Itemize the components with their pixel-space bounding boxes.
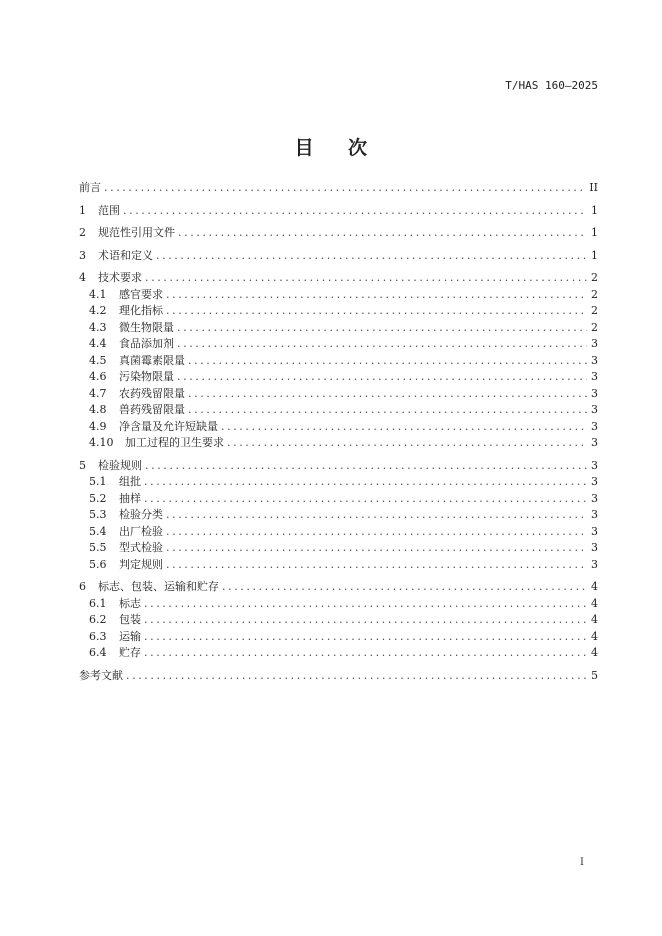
toc-entry-number: 6.4 (89, 646, 107, 659)
toc-entry-number: 3 (79, 248, 86, 262)
toc-entry-page: 4 (591, 613, 598, 626)
toc-entry-label: 范围 (98, 203, 120, 217)
toc-entry-page: 3 (591, 386, 598, 400)
toc-entry-number: 5.1 (89, 475, 107, 488)
toc-entry-page: 3 (591, 541, 598, 554)
toc-entry-6-1[interactable] (79, 596, 598, 613)
toc-entry-number: 4.4 (89, 337, 107, 350)
toc-leader-dots (156, 248, 587, 265)
toc-entry-page: 1 (591, 226, 598, 239)
toc-leader-dots (188, 353, 587, 370)
toc-entry-number: 4.10 (89, 436, 114, 449)
toc-leader-dots (145, 458, 587, 475)
toc-entry-label: 微生物限量 (119, 320, 174, 334)
toc-entry-label: 判定规则 (119, 557, 163, 571)
toc-entry-page: 3 (591, 419, 598, 433)
toc-entry-4-10[interactable] (79, 435, 598, 452)
toc-entry-page: 2 (591, 271, 598, 284)
toc-leader-dots (144, 474, 587, 491)
toc-leader-dots (126, 668, 587, 685)
toc-leader-dots (104, 180, 586, 197)
toc-entry-5-4[interactable] (79, 524, 598, 541)
toc-entry-4[interactable] (79, 270, 598, 287)
toc-leader-dots (166, 557, 587, 574)
toc-entry-page: 3 (591, 475, 598, 488)
toc-entry-5-3[interactable] (79, 507, 598, 524)
toc-entry-4-3[interactable] (79, 320, 598, 337)
toc-entry-4-5[interactable] (79, 353, 598, 370)
toc-leader-dots (221, 419, 587, 436)
toc-entry-label: 包装 (119, 613, 141, 626)
toc-entry-4-9[interactable] (79, 419, 598, 436)
toc-entry-label: 检验分类 (119, 508, 163, 521)
toc-entry-label: 抽样 (119, 491, 141, 505)
toc-entry-label: 出厂检验 (119, 524, 163, 538)
toc-entry-number: 4 (79, 271, 86, 284)
toc-leader-dots (177, 336, 587, 353)
toc-entry-label: 标志、包装、运输和贮存 (98, 580, 219, 593)
toc-leader-dots (144, 612, 587, 629)
toc-entry-6-4[interactable] (79, 645, 598, 662)
toc-entry-label: 标志 (119, 596, 141, 610)
toc-entry-page: 3 (591, 458, 598, 472)
toc-entry-references[interactable] (79, 668, 598, 685)
toc-entry-label: 规范性引用文件 (98, 226, 175, 239)
toc-leader-dots (166, 540, 587, 557)
toc-entry-label: 前言 (79, 181, 101, 194)
toc-entry-label: 污染物限量 (119, 370, 174, 383)
toc-entry-6-2[interactable] (79, 612, 598, 629)
toc-entry-number: 5 (79, 458, 86, 472)
title-part-2: 次 (348, 137, 368, 159)
page-number: I (580, 857, 584, 868)
toc-entry-page: 2 (591, 287, 598, 301)
toc-entry-number: 4.3 (89, 320, 107, 334)
toc-entry-4-6[interactable] (79, 369, 598, 386)
toc-leader-dots (222, 579, 587, 596)
toc-entry-label: 农药残留限量 (119, 386, 185, 400)
toc-entry-number: 4.1 (89, 287, 107, 301)
toc-entry-page: 4 (591, 629, 598, 643)
document-code: T/HAS 160—2025 (505, 79, 598, 92)
toc-leader-dots (166, 507, 587, 524)
toc-entry-number: 4.7 (89, 386, 107, 400)
toc-entry-4-1[interactable] (79, 287, 598, 304)
toc-entry-label: 技术要求 (98, 271, 142, 284)
toc-entry-number: 6.3 (89, 629, 107, 643)
toc-entry-label: 组批 (119, 475, 141, 488)
toc-leader-dots (123, 203, 587, 220)
toc-entry-label: 型式检验 (119, 541, 163, 554)
toc-leader-dots (177, 320, 587, 337)
toc-entry-page: 3 (591, 403, 598, 416)
toc-entry-number: 6.1 (89, 596, 107, 610)
toc-entry-number: 5.5 (89, 541, 107, 554)
toc-entry-page: 1 (591, 248, 598, 262)
toc-entry-number: 2 (79, 226, 86, 239)
toc-entry-page: 3 (591, 508, 598, 521)
toc-entry-foreword[interactable] (79, 180, 598, 197)
toc-entry-label: 理化指标 (119, 304, 163, 317)
toc-entry-label: 术语和定义 (98, 248, 153, 262)
toc-entry-number: 4.9 (89, 419, 107, 433)
toc-entry-5[interactable] (79, 458, 598, 475)
toc-leader-dots (145, 270, 587, 287)
toc-entry-5-6[interactable] (79, 557, 598, 574)
toc-leader-dots (178, 225, 587, 242)
toc-entry-number: 5.2 (89, 491, 107, 505)
toc-entry-4-2[interactable] (79, 303, 598, 320)
toc-entry-number: 4.8 (89, 403, 107, 416)
toc-entry-page: 3 (591, 436, 598, 449)
page-title (0, 133, 662, 160)
toc-entry-page: 4 (591, 580, 598, 593)
toc-entry-number: 5.4 (89, 524, 107, 538)
toc-leader-dots (166, 303, 587, 320)
toc-entry-label: 贮存 (119, 646, 141, 659)
toc-entry-4-4[interactable] (79, 336, 598, 353)
toc-entry-label: 检验规则 (98, 458, 142, 472)
toc-entry-number: 6.2 (89, 613, 107, 626)
toc-entry-number: 5.6 (89, 557, 107, 571)
toc-entry-5-1[interactable] (79, 474, 598, 491)
toc-entry-page: 3 (591, 557, 598, 571)
toc-leader-dots (166, 524, 587, 541)
toc-entry-4-7[interactable] (79, 386, 598, 403)
toc-entry-page: 5 (591, 668, 598, 682)
toc-entry-label: 净含量及允许短缺量 (119, 419, 218, 433)
toc-entry-page: II (589, 181, 598, 194)
toc-leader-dots (166, 287, 587, 304)
toc-entry-page: 3 (591, 524, 598, 538)
toc-entry-2[interactable] (79, 225, 598, 242)
toc-leader-dots (227, 435, 587, 452)
toc-entry-page: 1 (591, 203, 598, 217)
toc-entry-3[interactable] (79, 248, 598, 265)
toc-entry-page: 3 (591, 491, 598, 505)
toc-leader-dots (144, 596, 587, 613)
toc-leader-dots (144, 629, 587, 646)
toc-entry-4-8[interactable] (79, 402, 598, 419)
toc-entry-number: 5.3 (89, 508, 107, 521)
toc-entry-5-5[interactable] (79, 540, 598, 557)
toc-entry-label: 感官要求 (119, 287, 163, 301)
toc-leader-dots (188, 402, 587, 419)
toc-leader-dots (144, 491, 587, 508)
table-of-contents (79, 180, 598, 684)
toc-entry-5-2[interactable] (79, 491, 598, 508)
toc-entry-number: 6 (79, 580, 86, 593)
toc-leader-dots (144, 645, 587, 662)
toc-entry-page: 2 (591, 320, 598, 334)
toc-entry-6-3[interactable] (79, 629, 598, 646)
toc-leader-dots (177, 369, 587, 386)
toc-entry-number: 4.5 (89, 353, 107, 367)
toc-entry-label: 加工过程的卫生要求 (125, 436, 224, 449)
toc-entry-number: 4.6 (89, 370, 107, 383)
toc-entry-label: 食品添加剂 (119, 337, 174, 350)
toc-entry-number: 1 (79, 203, 86, 217)
toc-entry-page: 3 (591, 337, 598, 350)
toc-entry-1[interactable] (79, 203, 598, 220)
title-part-1: 目 (294, 137, 314, 159)
toc-entry-page: 2 (591, 304, 598, 317)
toc-leader-dots (188, 386, 587, 403)
toc-entry-label: 运输 (119, 629, 141, 643)
toc-entry-label: 参考文献 (79, 668, 123, 682)
toc-entry-label: 真菌霉素限量 (119, 353, 185, 367)
toc-entry-page: 3 (591, 353, 598, 367)
toc-entry-number: 4.2 (89, 304, 107, 317)
toc-entry-page: 3 (591, 370, 598, 383)
toc-entry-page: 4 (591, 596, 598, 610)
toc-entry-page: 4 (591, 646, 598, 659)
toc-entry-6[interactable] (79, 579, 598, 596)
toc-entry-label: 兽药残留限量 (119, 403, 185, 416)
